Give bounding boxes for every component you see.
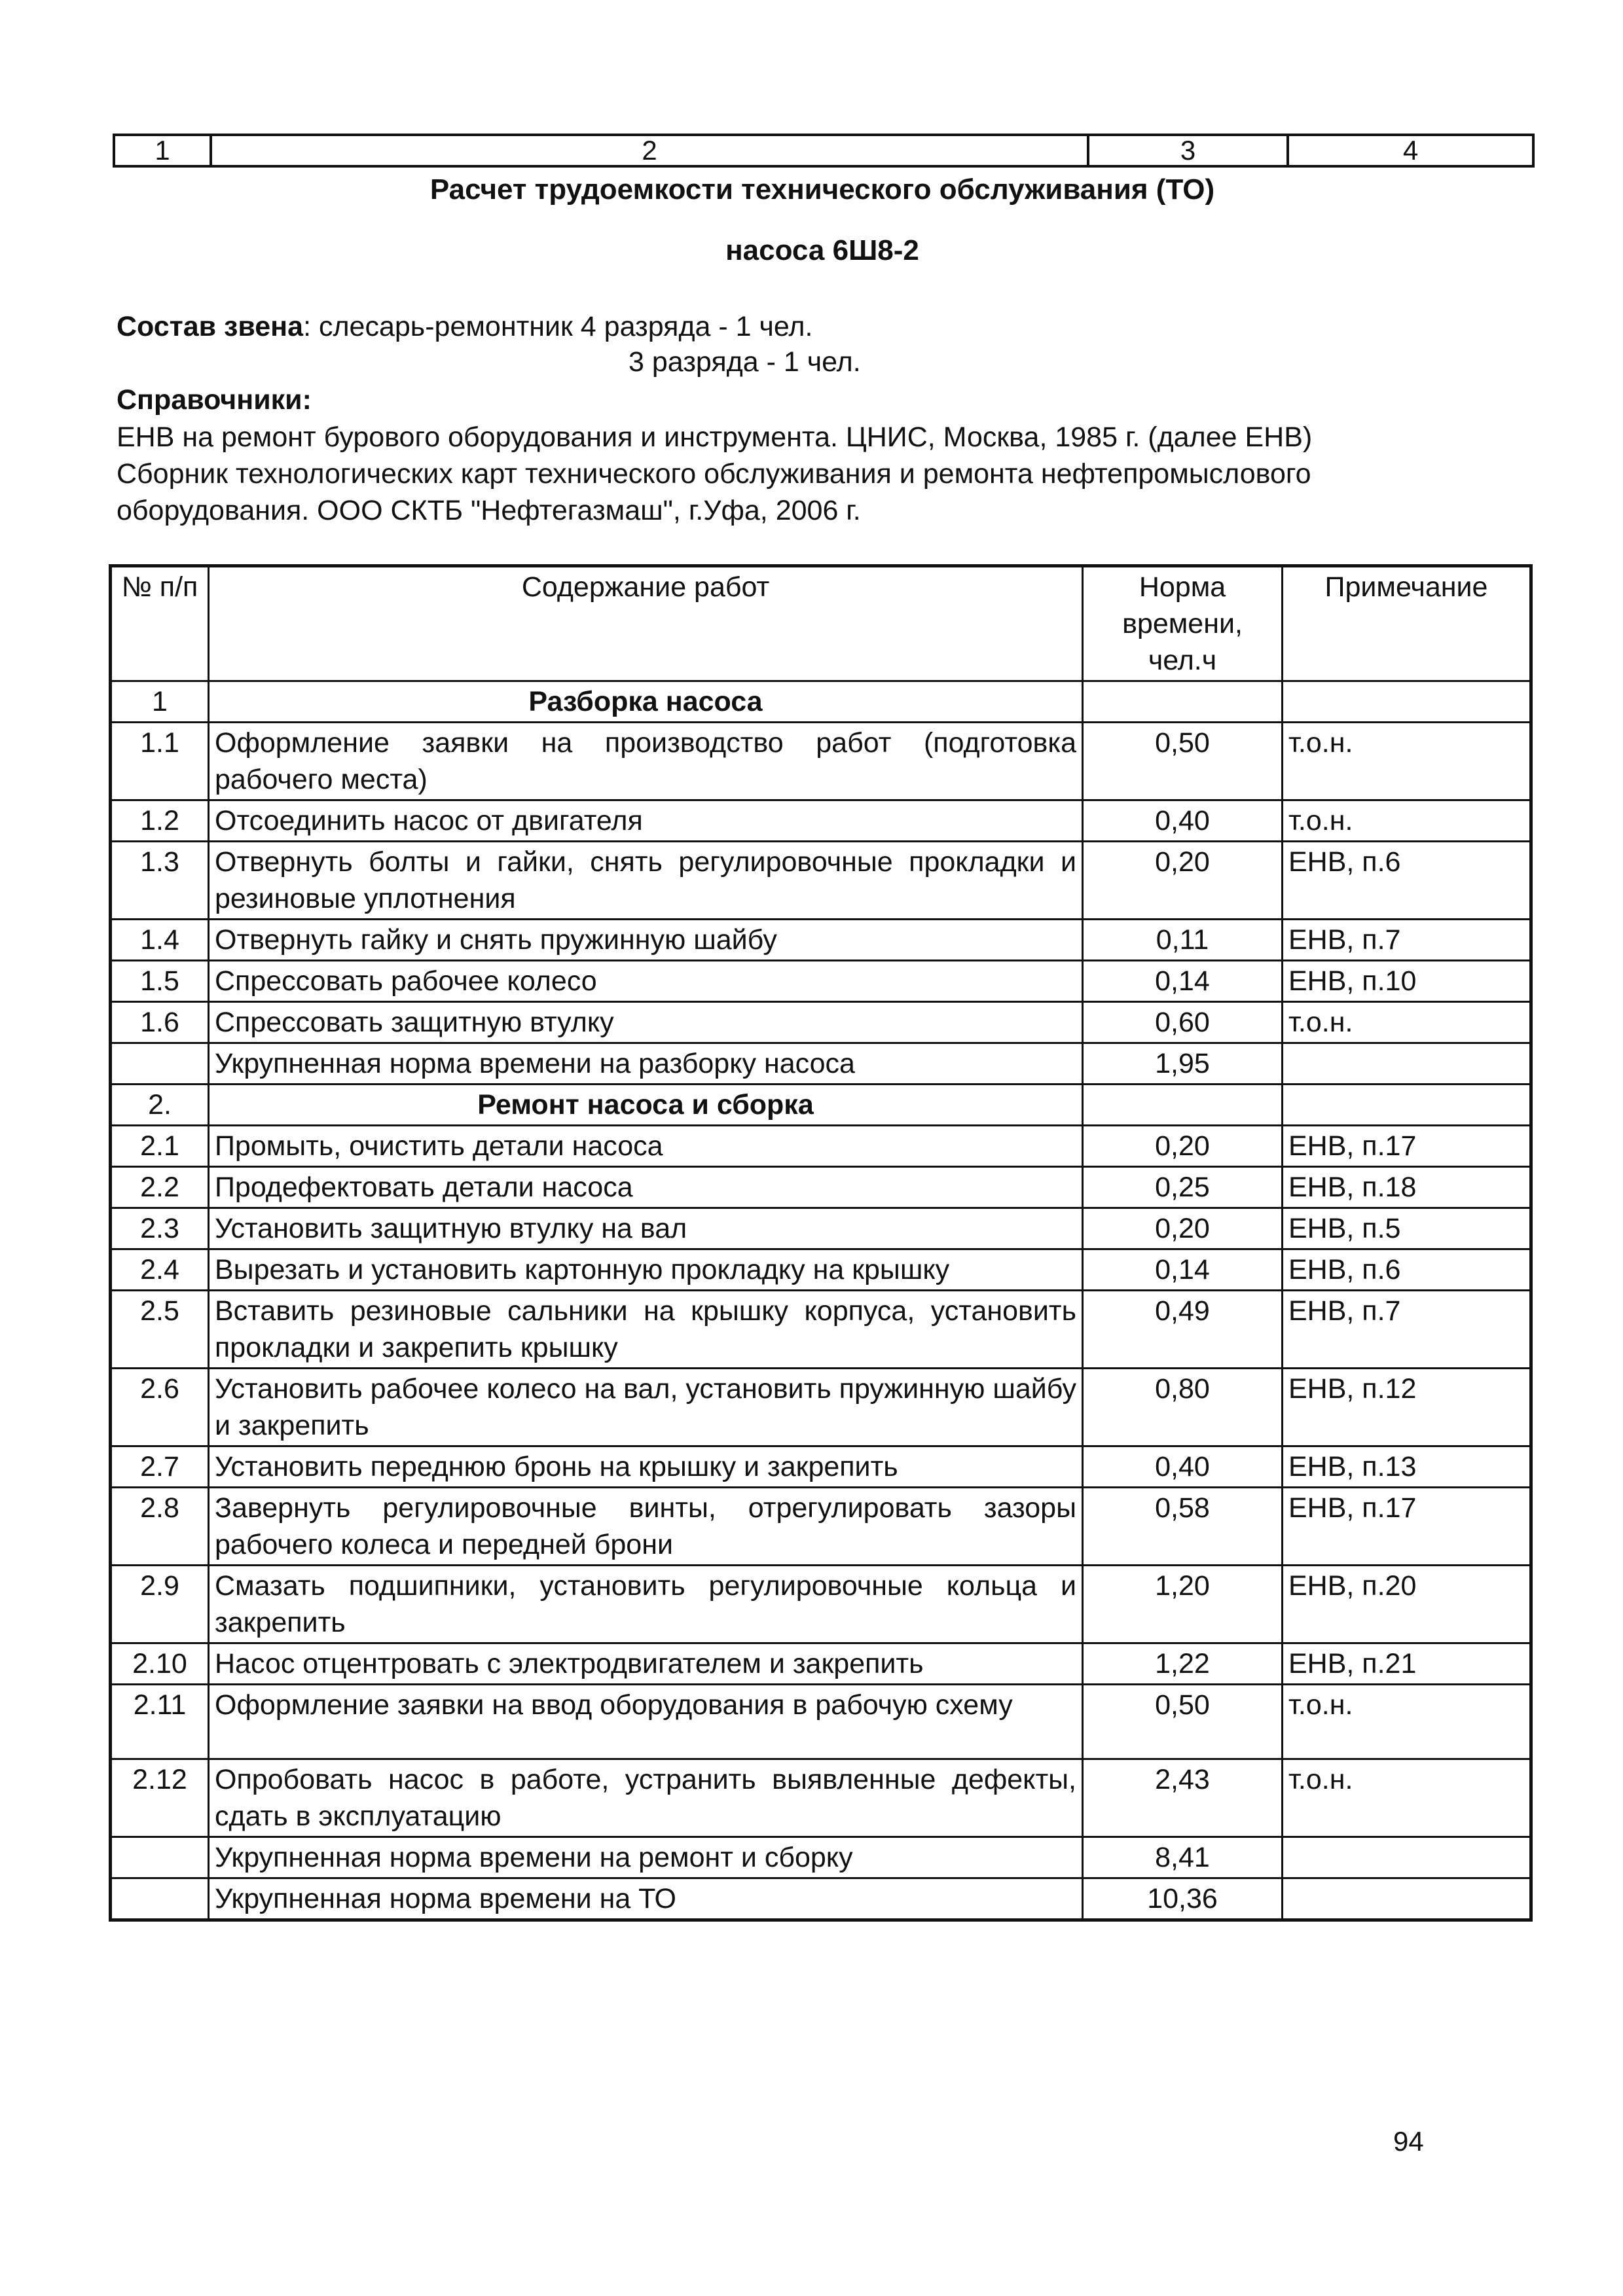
row-number: 2.5	[111, 1291, 209, 1369]
row-norm: 0,50	[1083, 723, 1283, 800]
row-number: 2.8	[111, 1488, 209, 1566]
row-work: Отвернуть гайку и снять пружинную шайбу	[209, 920, 1083, 961]
row-norm: 0,40	[1083, 800, 1283, 842]
row-number: 2.4	[111, 1249, 209, 1291]
crew-line-1-text: : слесарь-ремонтник 4 разряда - 1 чел.	[303, 311, 813, 342]
references-text	[117, 419, 1504, 529]
row-note: ЕНВ, п.13	[1283, 1446, 1531, 1488]
row-note	[1283, 1837, 1531, 1878]
row-work: Укрупненная норма времени на ремонт и сборку	[209, 1837, 1083, 1878]
header-norm: Норма времени, чел.ч	[1083, 566, 1283, 681]
row-work: Установить переднюю бронь на крышку и закрепить	[209, 1446, 1083, 1488]
references-line-2: Сборник технологических карт технического обслуживания и ремонта нефтепромыслового	[117, 458, 1311, 490]
crew-line-2: 3 разряда - 1 чел.	[629, 346, 861, 378]
row-work: Установить защитную втулку на вал	[209, 1208, 1083, 1249]
table-row	[111, 681, 1531, 723]
row-number	[111, 1837, 209, 1878]
table-row	[111, 723, 1531, 800]
row-norm	[1083, 1085, 1283, 1126]
row-number: 2.2	[111, 1167, 209, 1208]
column-number-2: 2	[211, 135, 1088, 166]
row-norm: 1,22	[1083, 1643, 1283, 1685]
row-work: Разборка насоса	[209, 681, 1083, 723]
row-norm: 0,58	[1083, 1488, 1283, 1566]
row-work: Завернуть регулировочные винты, отрегулировать зазоры рабочего колеса и передней брони	[209, 1488, 1083, 1566]
row-note: ЕНВ, п.18	[1283, 1167, 1531, 1208]
row-work: Отсоединить насос от двигателя	[209, 800, 1083, 842]
table-row	[111, 1291, 1531, 1369]
row-number: 1.1	[111, 723, 209, 800]
row-norm: 0,11	[1083, 920, 1283, 961]
row-note	[1283, 1085, 1531, 1126]
document-title: Расчет трудоемкости технического обслуживания (ТО)	[429, 173, 1215, 206]
table-row	[111, 1488, 1531, 1566]
table-row	[111, 1002, 1531, 1043]
table-row	[111, 1126, 1531, 1167]
row-number: 2.7	[111, 1446, 209, 1488]
row-number: 2.	[111, 1085, 209, 1126]
row-number: 2.9	[111, 1566, 209, 1643]
header-num: № п/п	[111, 566, 209, 681]
row-norm: 0,14	[1083, 1249, 1283, 1291]
document-subtitle: насоса 6Ш8-2	[725, 234, 919, 266]
table-row	[111, 920, 1531, 961]
row-number: 1.3	[111, 842, 209, 920]
column-number-1: 1	[114, 135, 211, 166]
table-body	[111, 681, 1531, 1920]
row-norm: 0,49	[1083, 1291, 1283, 1369]
table-row	[111, 1085, 1531, 1126]
column-number-4: 4	[1288, 135, 1533, 166]
row-note: т.о.н.	[1283, 723, 1531, 800]
table-row	[111, 1208, 1531, 1249]
row-note: ЕНВ, п.6	[1283, 842, 1531, 920]
row-work: Отвернуть болты и гайки, снять регулировочные прокладки и резиновые уплотнения	[209, 842, 1083, 920]
row-work: Вставить резиновые сальники на крышку корпуса, установить прокладки и закрепить крышку	[209, 1291, 1083, 1369]
table-row	[111, 1878, 1531, 1920]
row-number: 1.4	[111, 920, 209, 961]
table-row	[111, 1685, 1531, 1759]
row-norm: 1,20	[1083, 1566, 1283, 1643]
row-norm: 0,50	[1083, 1685, 1283, 1759]
row-note: ЕНВ, п.6	[1283, 1249, 1531, 1291]
column-number-strip	[113, 134, 1535, 168]
header-work: Содержание работ	[209, 566, 1083, 681]
crew-line-1	[117, 309, 812, 344]
row-note: ЕНВ, п.20	[1283, 1566, 1531, 1643]
row-number: 1.2	[111, 800, 209, 842]
row-norm: 0,25	[1083, 1167, 1283, 1208]
row-work: Вырезать и установить картонную прокладку на крышку	[209, 1249, 1083, 1291]
row-number	[111, 1878, 209, 1920]
row-norm: 0,20	[1083, 842, 1283, 920]
row-note: ЕНВ, п.17	[1283, 1126, 1531, 1167]
row-number: 2.1	[111, 1126, 209, 1167]
row-work: Оформление заявки на производство работ (подготовка рабочего места)	[209, 723, 1083, 800]
row-number: 1.6	[111, 1002, 209, 1043]
row-note: т.о.н.	[1283, 1002, 1531, 1043]
row-number: 1.5	[111, 961, 209, 1002]
row-norm: 8,41	[1083, 1837, 1283, 1878]
row-norm: 0,20	[1083, 1208, 1283, 1249]
row-norm	[1083, 681, 1283, 723]
table-row	[111, 1167, 1531, 1208]
row-note: т.о.н.	[1283, 1759, 1531, 1837]
row-work: Укрупненная норма времени на разборку насоса	[209, 1043, 1083, 1085]
row-norm: 0,80	[1083, 1369, 1283, 1446]
row-number: 2.6	[111, 1369, 209, 1446]
table-row	[111, 1446, 1531, 1488]
table-row	[111, 1759, 1531, 1837]
row-note: т.о.н.	[1283, 800, 1531, 842]
row-norm: 1,95	[1083, 1043, 1283, 1085]
row-work: Оформление заявки на ввод оборудования в рабочую схему	[209, 1685, 1083, 1759]
row-note	[1283, 1878, 1531, 1920]
row-norm: 10,36	[1083, 1878, 1283, 1920]
row-work: Ремонт насоса и сборка	[209, 1085, 1083, 1126]
table-row	[111, 961, 1531, 1002]
row-work: Установить рабочее колесо на вал, установить пружинную шайбу и закрепить	[209, 1369, 1083, 1446]
row-work: Смазать подшипники, установить регулировочные кольца и закрепить	[209, 1566, 1083, 1643]
row-note: ЕНВ, п.21	[1283, 1643, 1531, 1685]
row-norm: 0,20	[1083, 1126, 1283, 1167]
row-note	[1283, 681, 1531, 723]
references-line-3: оборудования. ООО СКТБ "Нефтегазмаш", г.Уфа, 2006 г.	[117, 495, 861, 526]
table-row	[111, 1043, 1531, 1085]
header-note: Примечание	[1283, 566, 1531, 681]
row-number: 2.3	[111, 1208, 209, 1249]
row-norm: 0,60	[1083, 1002, 1283, 1043]
row-work: Спрессовать защитную втулку	[209, 1002, 1083, 1043]
row-work: Укрупненная норма времени на ТО	[209, 1878, 1083, 1920]
row-work: Спрессовать рабочее колесо	[209, 961, 1083, 1002]
row-note: ЕНВ, п.10	[1283, 961, 1531, 1002]
table-row	[111, 800, 1531, 842]
row-norm: 2,43	[1083, 1759, 1283, 1837]
row-note: ЕНВ, п.17	[1283, 1488, 1531, 1566]
row-work: Опробовать насос в работе, устранить выявленные дефекты, сдать в эксплуатацию	[209, 1759, 1083, 1837]
row-number: 2.12	[111, 1759, 209, 1837]
row-work: Промыть, очистить детали насоса	[209, 1126, 1083, 1167]
row-note: ЕНВ, п.5	[1283, 1208, 1531, 1249]
row-note: ЕНВ, п.12	[1283, 1369, 1531, 1446]
page-number: 94	[1393, 2126, 1424, 2157]
table-row	[111, 1369, 1531, 1446]
labor-table	[109, 564, 1533, 1922]
column-number-3: 3	[1088, 135, 1288, 166]
table-row	[111, 1643, 1531, 1685]
row-number	[111, 1043, 209, 1085]
row-norm: 0,14	[1083, 961, 1283, 1002]
row-work: Продефектовать детали насоса	[209, 1167, 1083, 1208]
row-note: ЕНВ, п.7	[1283, 920, 1531, 961]
row-number: 2.10	[111, 1643, 209, 1685]
table-row	[111, 1566, 1531, 1643]
crew-label: Состав звена	[117, 311, 304, 342]
references-line-1: ЕНВ на ремонт бурового оборудования и инструмента. ЦНИС, Москва, 1985 г. (далее ЕНВ)	[117, 422, 1313, 453]
row-number: 1	[111, 681, 209, 723]
table-row	[111, 842, 1531, 920]
row-norm: 0,40	[1083, 1446, 1283, 1488]
row-note: ЕНВ, п.7	[1283, 1291, 1531, 1369]
row-work: Насос отцентровать с электродвигателем и закрепить	[209, 1643, 1083, 1685]
row-note: т.о.н.	[1283, 1685, 1531, 1759]
row-number: 2.11	[111, 1685, 209, 1759]
row-note	[1283, 1043, 1531, 1085]
references-heading: Справочники:	[117, 384, 312, 416]
table-row	[111, 1837, 1531, 1878]
table-row	[111, 1249, 1531, 1291]
